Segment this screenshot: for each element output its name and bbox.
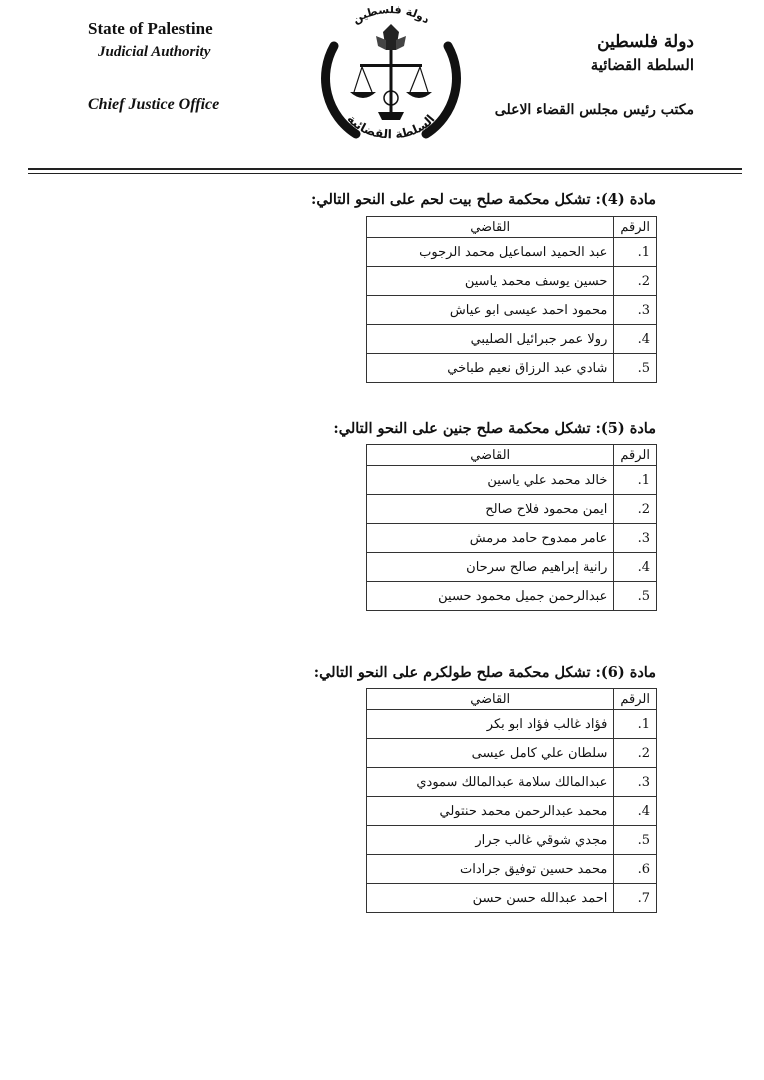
arabic-letterhead xyxy=(474,30,694,118)
judge-name: شادي عبد الرزاق نعيم طباخي xyxy=(367,354,614,383)
judge-name: عامر ممدوح حامد مرمش xyxy=(367,524,614,553)
article-6-title: مادة (6): تشكل محكمة صلح طولكرم على النحو التالي: xyxy=(313,664,656,681)
table-header-row xyxy=(367,689,657,710)
table-row xyxy=(367,495,657,524)
judicial-authority-emblem xyxy=(316,6,466,154)
column-header-number: الرقم xyxy=(614,217,657,238)
row-number: 1. xyxy=(614,238,657,267)
judge-name: مجدي شوقي غالب جرار xyxy=(367,826,614,855)
english-letterhead xyxy=(88,18,288,113)
judge-name: ايمن محمود فلاح صالح xyxy=(367,495,614,524)
column-header-number: الرقم xyxy=(614,689,657,710)
court-table-tulkarm xyxy=(366,688,657,913)
judge-name: خالد محمد علي ياسين xyxy=(367,466,614,495)
table-row xyxy=(367,739,657,768)
row-number: 6. xyxy=(614,855,657,884)
row-number: 3. xyxy=(614,768,657,797)
judge-name: احمد عبدالله حسن حسن xyxy=(367,884,614,913)
emblem-bottom-text: السلطة القضائية xyxy=(344,111,438,142)
english-authority-name: Judicial Authority xyxy=(98,44,211,60)
judge-name: عبد الحميد اسماعيل محمد الرجوب xyxy=(367,238,614,267)
table-row xyxy=(367,296,657,325)
judge-name: سلطان علي كامل عيسى xyxy=(367,739,614,768)
arabic-office-name: مكتب رئيس مجلس القضاء الاعلى xyxy=(494,102,694,118)
table-row xyxy=(367,354,657,383)
judge-name: محمد عبدالرحمن محمد حنتولي xyxy=(367,797,614,826)
table-row xyxy=(367,855,657,884)
row-number: 7. xyxy=(614,884,657,913)
header-divider-thin xyxy=(28,173,742,174)
article-5-title: مادة (5): تشكل محكمة صلح جنين على النحو التالي: xyxy=(333,420,656,437)
table-row xyxy=(367,238,657,267)
column-header-judge: القاضي xyxy=(367,689,614,710)
english-office-name: Chief Justice Office xyxy=(88,96,220,113)
emblem-top-text: دولة فلسطين xyxy=(350,6,433,27)
article-4-title: مادة (4): تشكل محكمة صلح بيت لحم على النحو التالي: xyxy=(311,191,656,208)
judge-name: محمد حسين توفيق جرادات xyxy=(367,855,614,884)
arabic-authority-name: السلطة القضائية xyxy=(590,56,694,74)
table-row xyxy=(367,582,657,611)
table-row xyxy=(367,553,657,582)
table-row xyxy=(367,826,657,855)
table-row xyxy=(367,524,657,553)
row-number: 1. xyxy=(614,710,657,739)
judge-name: عبدالمالك سلامة عبدالمالك سمودي xyxy=(367,768,614,797)
table-row xyxy=(367,325,657,354)
judge-name: محمود احمد عيسى ابو عياش xyxy=(367,296,614,325)
row-number: 3. xyxy=(614,524,657,553)
table-header-row xyxy=(367,445,657,466)
column-header-number: الرقم xyxy=(614,445,657,466)
row-number: 5. xyxy=(614,826,657,855)
judge-name: رولا عمر جبرائيل الصليبي xyxy=(367,325,614,354)
judge-name: فؤاد غالب فؤاد ابو بكر xyxy=(367,710,614,739)
table-header-row xyxy=(367,217,657,238)
court-table-jenin xyxy=(366,444,657,611)
table-row xyxy=(367,797,657,826)
court-table-bethlehem xyxy=(366,216,657,383)
row-number: 4. xyxy=(614,797,657,826)
svg-text:دولة فلسطين xyxy=(350,6,432,27)
arabic-state-name: دولة فلسطين xyxy=(597,32,694,52)
table-row xyxy=(367,267,657,296)
header-divider-thick xyxy=(28,168,742,170)
row-number: 1. xyxy=(614,466,657,495)
row-number: 3. xyxy=(614,296,657,325)
row-number: 2. xyxy=(614,739,657,768)
table-row xyxy=(367,710,657,739)
column-header-judge: القاضي xyxy=(367,217,614,238)
column-header-judge: القاضي xyxy=(367,445,614,466)
row-number: 2. xyxy=(614,495,657,524)
table-row xyxy=(367,768,657,797)
row-number: 2. xyxy=(614,267,657,296)
row-number: 4. xyxy=(614,325,657,354)
table-row xyxy=(367,884,657,913)
judge-name: حسين يوسف محمد ياسين xyxy=(367,267,614,296)
english-state-name: State of Palestine xyxy=(88,19,213,38)
row-number: 5. xyxy=(614,354,657,383)
judge-name: رانية إبراهيم صالح سرحان xyxy=(367,553,614,582)
judge-name: عبدالرحمن جميل محمود حسين xyxy=(367,582,614,611)
table-row xyxy=(367,466,657,495)
row-number: 4. xyxy=(614,553,657,582)
row-number: 5. xyxy=(614,582,657,611)
